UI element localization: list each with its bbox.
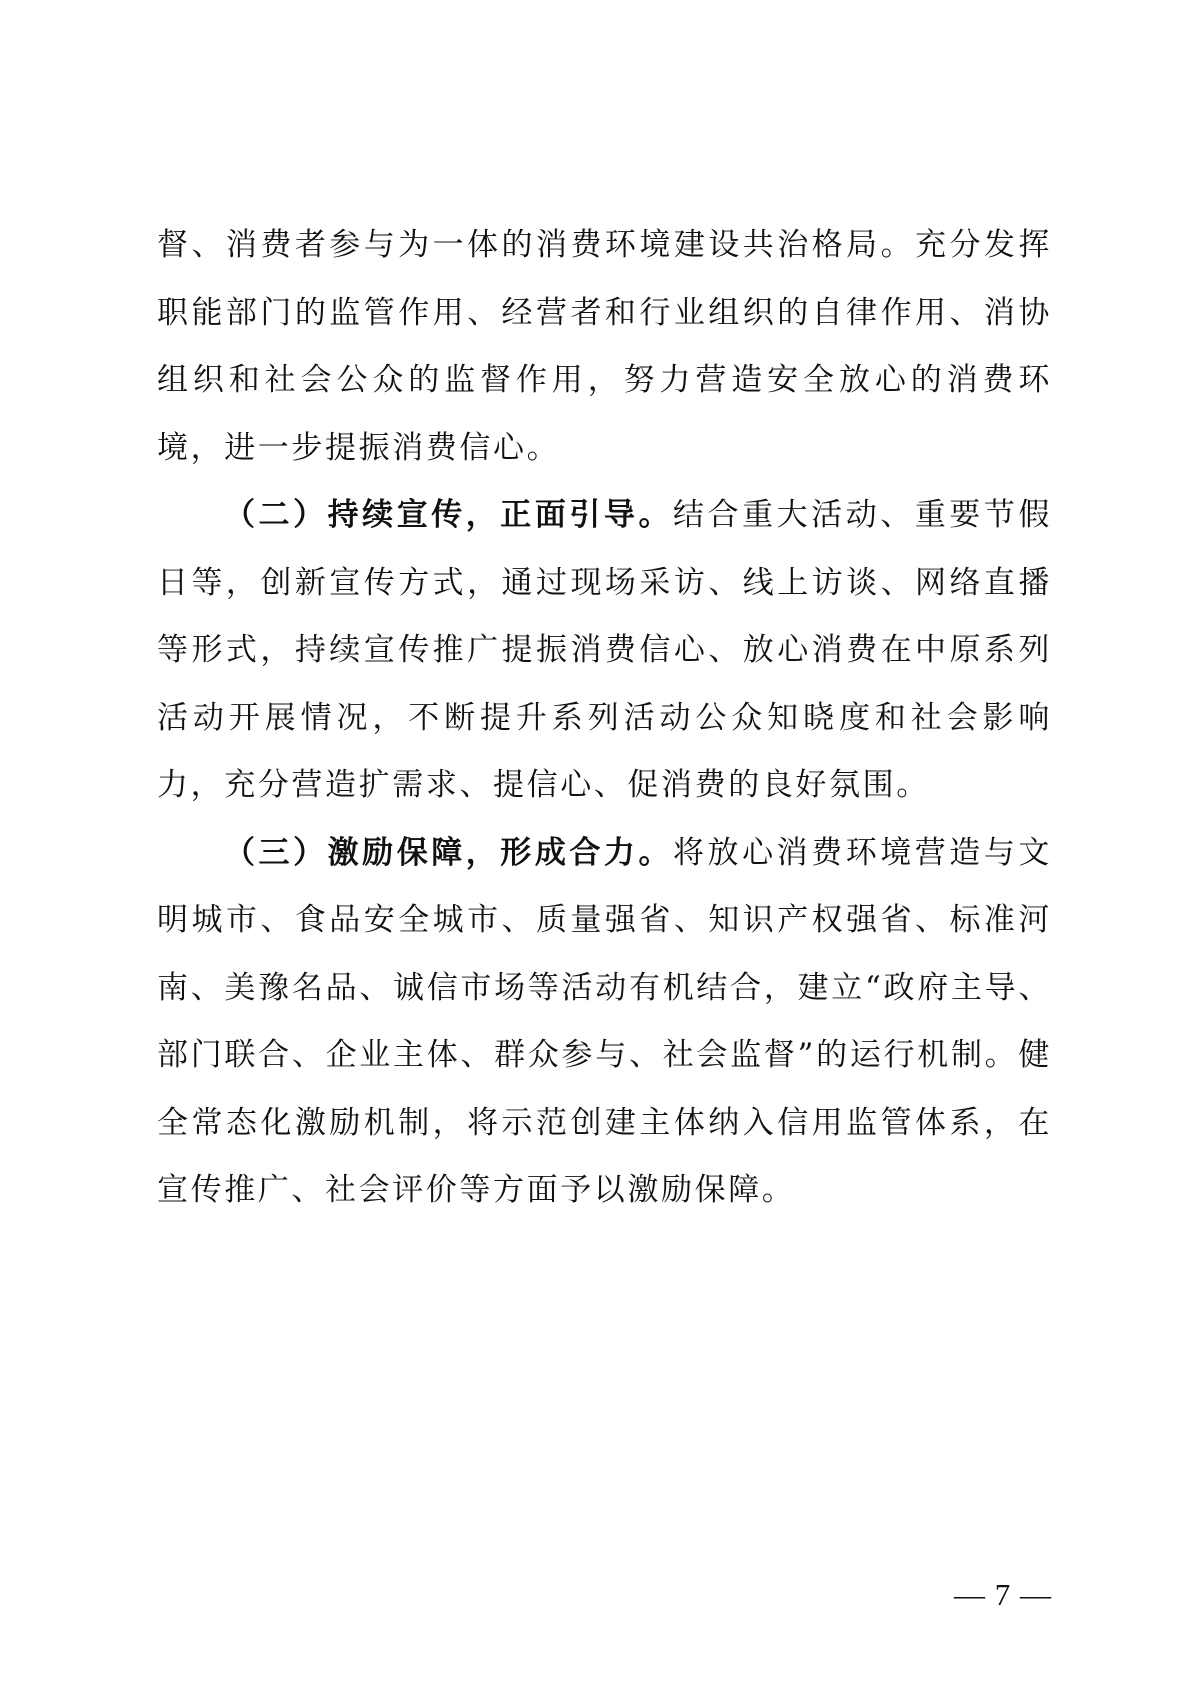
paragraph-continuation [157, 212, 1052, 482]
document-body [157, 212, 1052, 1225]
paragraph-publicity [157, 482, 1052, 820]
page-number: — 7 — [954, 1577, 1052, 1612]
paragraph-text: 结合重大活动、重要节假日等，创新宣传方式，通过现场采访、线上访谈、网络直播等形式，持续宣传推广提振消费信心、放心消费在中原系列活动开展情况，不断提升系列活动公众知晓度和社会影响力，充分营造扩需求、提信心、促消费的良好氛围。 [157, 497, 1052, 803]
paragraph-text: 督、消费者参与为一体的消费环境建设共治格局。充分发挥职能部门的监管作用、经营者和行业组织的自律作用、消协组织和社会公众的监督作用，努力营造安全放心的消费环境，进一步提振消费信心。 [157, 227, 1052, 466]
section-heading: （三）激励保障，形成合力。 [224, 834, 673, 871]
paragraph-incentives [157, 820, 1052, 1225]
section-heading: （二）持续宣传，正面引导。 [224, 497, 673, 533]
paragraph-text: 将放心消费环境营造与文明城市、食品安全城市、质量强省、知识产权强省、标准河南、美豫名品、诚信市场等活动有机结合，建立“政府主导、部门联合、企业主体、群众参与、社会监督”的运行机制。健全常态化激励机制，将示范创建主体纳入信用监管体系，在宣传推广、社会评价等方面予以激励保障。 [157, 834, 1052, 1208]
